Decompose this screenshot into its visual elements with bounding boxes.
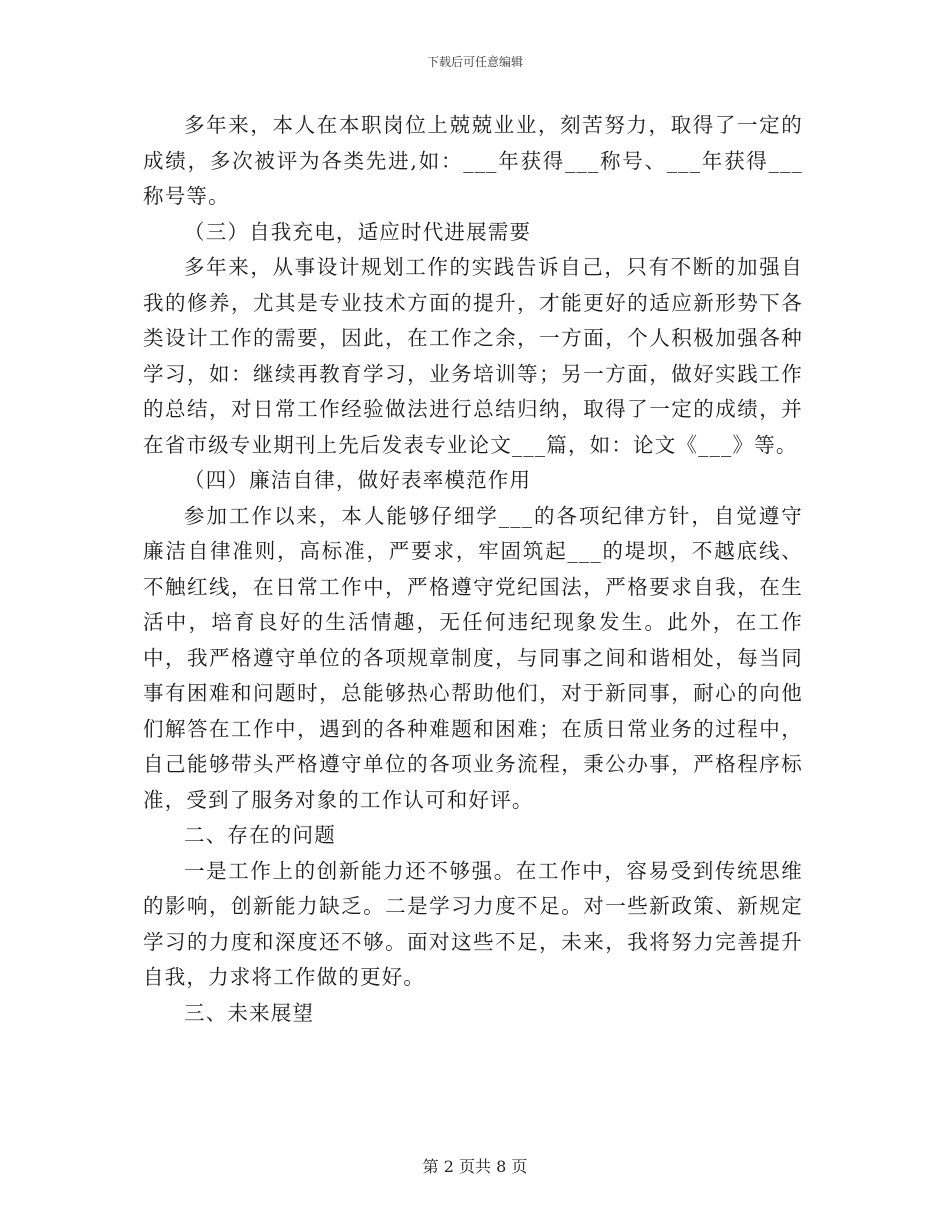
page-number: 第 2 页共 8 页	[422, 1157, 528, 1176]
paragraph-achievements: 多年来，本人在本职岗位上兢兢业业，刻苦努力，取得了一定的成绩，多次被评为各类先进,如：___年获得___称号、___年获得___称号等。	[143, 113, 803, 208]
paragraph-problems: 一是工作上的创新能力还不够强。在工作中，容易受到传统思维的影响，创新能力缺乏。二是学习力度不足。对一些新政策、新规定学习的力度和深度还不够。面对这些不足，未来，我将努力完善提升自我，力求将工作做的更好。	[143, 858, 803, 989]
section-heading-self-improvement: （三）自我充电，适应时代进展需要	[184, 219, 532, 244]
section-heading-problems: 二、存在的问题	[184, 823, 336, 847]
page-header: 下载后可任意编辑	[426, 55, 523, 69]
document-body	[143, 108, 803, 1031]
paragraph-self-improvement: 多年来，从事设计规划工作的实践告诉自己，只有不断的加强自我的修养，尤其是专业技术方面的提升，才能更好的适应新形势下各类设计工作的需要，因此，在工作之余，一方面，个人积极加强各种学习，如：继续再教育学习，业务培训等；另一方面，做好实践工作的总结，对日常工作经验做法进行总结归纳，取得了一定的成绩，并在省市级专业期刊上先后发表专业论文___篇，如：论文《___》等。	[143, 255, 803, 457]
section-heading-integrity: （四）廉洁自律，做好表率模范作用	[184, 468, 532, 492]
section-heading-outlook: 三、未来展望	[184, 1000, 315, 1025]
paragraph-integrity: 参加工作以来，本人能够仔细学___的各项纪律方针，自觉遵守廉洁自律准则，高标准，严要求，牢固筑起___的堤坝，不越底线、不触红线，在日常工作中，严格遵守党纪国法，严格要求自我，在生活中，培育良好的生活情趣，无任何违纪现象发生。此外，在工作中，我严格遵守单位的各项规章制度，与同事之间和谐相处，每当同事有困难和问题时，总能够热心帮助他们，对于新同事，耐心的向他们解答在工作中，遇到的各种难题和困难；在质日常业务的过程中，自己能够带头严格遵守单位的各项业务流程，秉公办事，严格程序标准，受到了服务对象的工作认可和好评。	[143, 503, 803, 812]
